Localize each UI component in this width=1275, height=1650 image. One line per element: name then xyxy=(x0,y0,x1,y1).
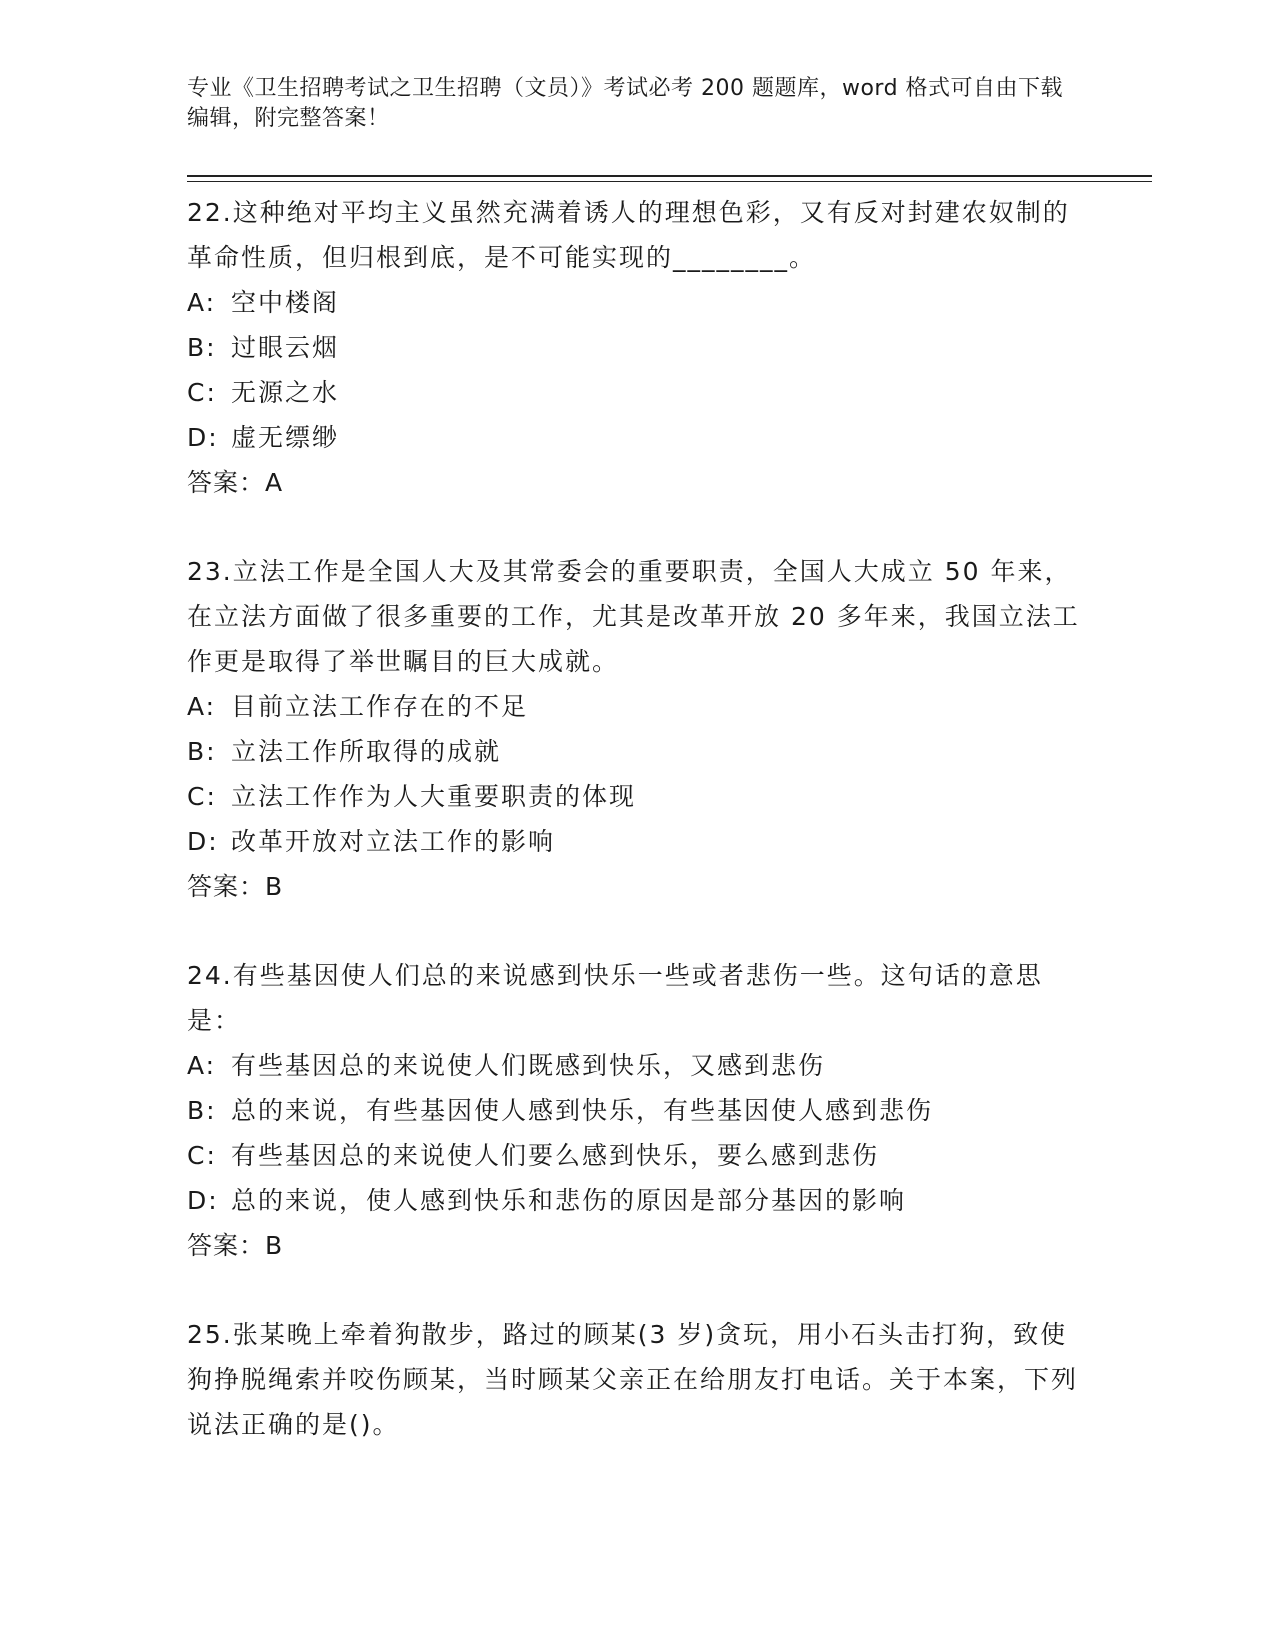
option-letter: C: xyxy=(187,378,217,407)
option-d xyxy=(187,1178,1087,1223)
option-text: 有些基因总的来说使人们既感到快乐，又感到悲伤 xyxy=(231,1051,826,1080)
option-letter: D: xyxy=(187,1186,219,1215)
question-item xyxy=(187,953,1087,1268)
option-letter: D: xyxy=(187,827,219,856)
header-divider-thin xyxy=(187,181,1152,182)
option-b xyxy=(187,1088,1087,1133)
question-list xyxy=(187,190,1087,1491)
option-text: 改革开放对立法工作的影响 xyxy=(231,827,556,856)
option-text: 无源之水 xyxy=(231,378,340,407)
option-text: 有些基因总的来说使人们要么感到快乐，要么感到悲伤 xyxy=(231,1141,880,1170)
question-text: 23.立法工作是全国人大及其常委会的重要职责，全国人大成立 50 年来，在立法方面做了很多重要的工作，尤其是改革开放 20 多年来，我国立法工作更是取得了举世瞩目的巨大成就。 xyxy=(187,557,1080,676)
option-letter: C: xyxy=(187,782,217,811)
answer-line: 答案：B xyxy=(187,1231,284,1260)
option-d xyxy=(187,415,1087,460)
option-letter: A: xyxy=(187,288,217,317)
option-letter: A: xyxy=(187,692,217,721)
option-c xyxy=(187,774,1087,819)
question-item xyxy=(187,190,1087,505)
option-text: 过眼云烟 xyxy=(231,333,340,362)
question-item xyxy=(187,549,1087,909)
header-divider-thick xyxy=(187,175,1152,177)
option-text: 空中楼阁 xyxy=(231,288,340,317)
option-c xyxy=(187,1133,1087,1178)
option-c xyxy=(187,370,1087,415)
option-letter: B: xyxy=(187,333,217,362)
option-letter: C: xyxy=(187,1141,217,1170)
option-a xyxy=(187,684,1087,729)
option-text: 目前立法工作存在的不足 xyxy=(231,692,529,721)
option-text: 总的来说，有些基因使人感到快乐，有些基因使人感到悲伤 xyxy=(231,1096,934,1125)
question-text: 22.这种绝对平均主义虽然充满着诱人的理想色彩，又有反对封建农奴制的革命性质，但归根到底，是不可能实现的________。 xyxy=(187,198,1070,272)
answer-line: 答案：B xyxy=(187,872,284,901)
option-text: 总的来说，使人感到快乐和悲伤的原因是部分基因的影响 xyxy=(231,1186,907,1215)
option-text: 虚无缥缈 xyxy=(231,423,340,452)
question-text: 25.张某晚上牵着狗散步，路过的顾某(3 岁)贪玩，用小石头击打狗，致使狗挣脱绳索并咬伤顾某，当时顾某父亲正在给朋友打电话。关于本案，下列说法正确的是()。 xyxy=(187,1320,1079,1439)
option-text: 立法工作所取得的成就 xyxy=(231,737,502,766)
option-letter: B: xyxy=(187,1096,217,1125)
option-letter: B: xyxy=(187,737,217,766)
option-b xyxy=(187,325,1087,370)
question-text: 24.有些基因使人们总的来说感到快乐一些或者悲伤一些。这句话的意思是： xyxy=(187,961,1043,1035)
question-item xyxy=(187,1312,1087,1447)
option-letter: A: xyxy=(187,1051,217,1080)
option-b xyxy=(187,729,1087,774)
option-text: 立法工作作为人大重要职责的体现 xyxy=(231,782,637,811)
answer-line: 答案：A xyxy=(187,468,284,497)
option-letter: D: xyxy=(187,423,219,452)
document-header: 专业《卫生招聘考试之卫生招聘（文员）》考试必考 200 题题库，word 格式可自由下载编辑，附完整答案！ xyxy=(187,76,1064,131)
option-a xyxy=(187,1043,1087,1088)
option-d xyxy=(187,819,1087,864)
option-a xyxy=(187,280,1087,325)
